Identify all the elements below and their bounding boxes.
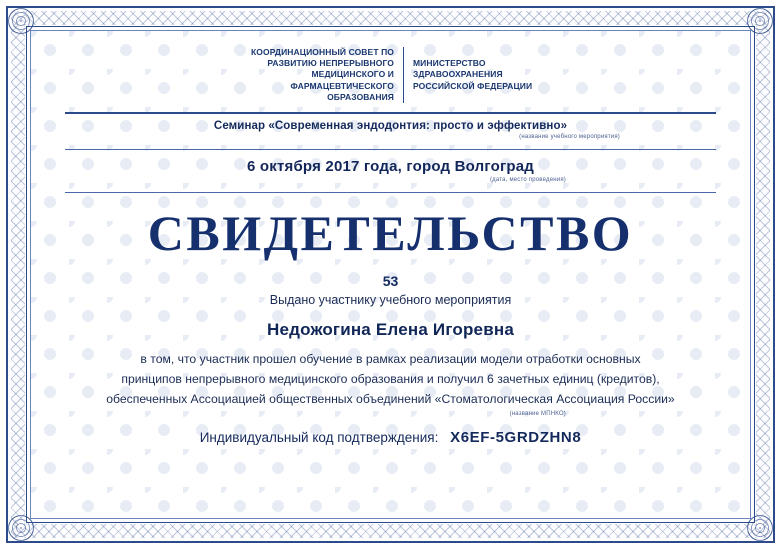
document-title: СВИДЕТЕЛЬСТВО <box>147 204 634 261</box>
corner-rosette-top-right <box>747 8 773 34</box>
divider-above-seminar <box>65 112 716 114</box>
certificate-number: 53 <box>382 273 399 290</box>
confirmation-code-value: X6EF-5GRDZHN8 <box>450 429 582 447</box>
divider-above-title <box>65 192 716 193</box>
ministry-name: МИНИСТЕРСТВО ЗДРАВООХРАНЕНИЯ РОССИЙСКОЙ ФЕДЕРАЦИИ <box>403 47 562 103</box>
body-text-line-2: принципов непрерывного медицинского образования и получил 6 зачетных единиц (кредитов), <box>121 371 660 386</box>
coordination-council-name: КООРДИНАЦИОННЫЙ СОВЕТ ПО РАЗВИТИЮ НЕПРЕРЫВНОГО МЕДИЦИНСКОГО И ФАРМАЦЕВТИЧЕСКОГО ОБРАЗОВАНИЯ <box>250 47 394 102</box>
certificate-content <box>31 31 750 518</box>
issued-to-label: Выдано участнику учебного мероприятия <box>269 293 512 308</box>
body-text-line-1: в том, что участник прошел обучение в рамках реализации модели отработки основных <box>140 352 641 367</box>
confirmation-code-row <box>65 429 716 446</box>
confirmation-code-label: Индивидуальный код подтверждения: <box>199 430 439 446</box>
seminar-title: Семинар «Современная эндодонтия: просто и эффективно» <box>213 119 568 132</box>
corner-rosette-bottom-right <box>747 515 773 541</box>
participant-name: Недожогина Елена Игоревна <box>267 320 514 340</box>
event-date-place-caption: (дата, место проведения) <box>489 176 566 183</box>
event-date-place: 6 октября 2017 года, город Волгоград <box>246 157 535 175</box>
header-organisations <box>65 47 716 103</box>
body-text-line-3: обеспеченных Ассоциацией общественных объединений «Стоматологическая Ассоциация России» <box>106 391 675 406</box>
body-text-caption: (название МПНКО) <box>509 411 566 418</box>
seminar-title-caption: (название учебного мероприятия) <box>519 133 620 140</box>
divider-above-date <box>65 149 716 150</box>
corner-rosette-bottom-left <box>8 515 34 541</box>
